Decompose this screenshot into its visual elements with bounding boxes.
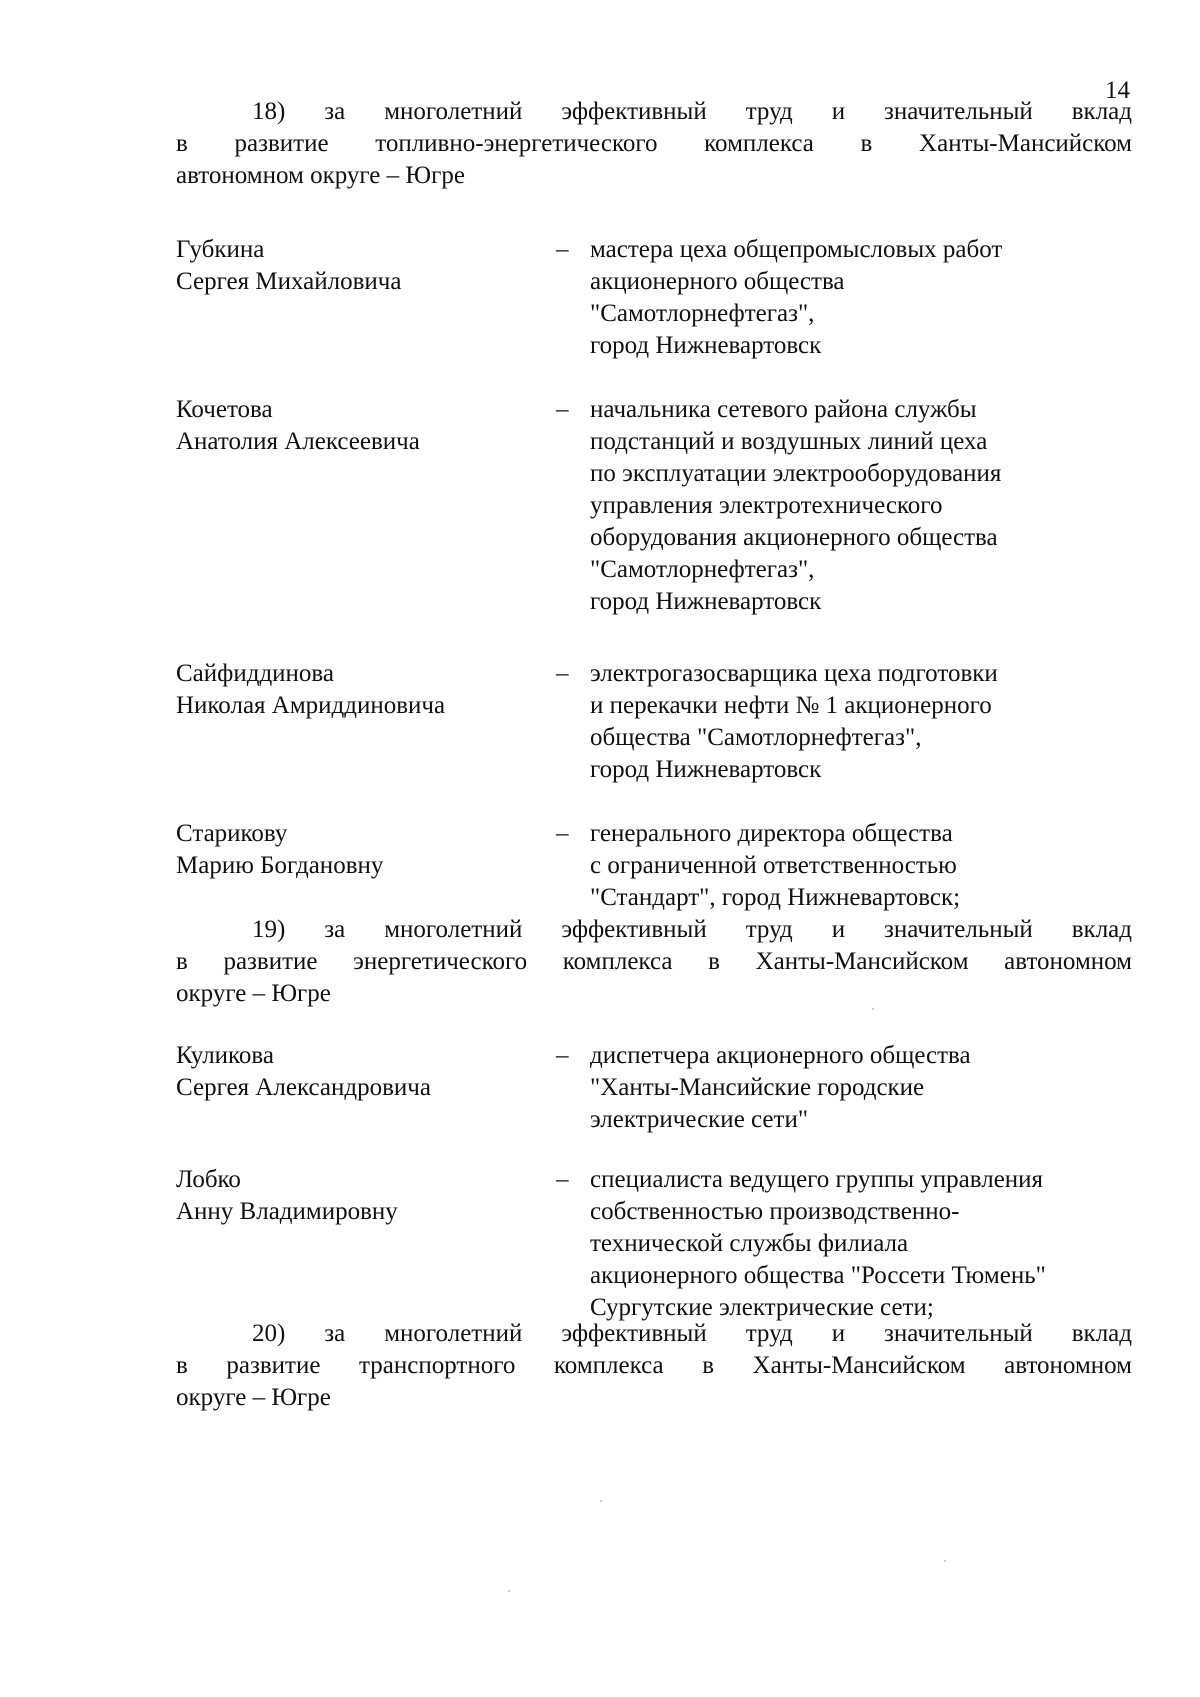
position-line: общества "Самотлорнефтегаз", (590, 724, 922, 751)
position-line: генерального директора общества (590, 820, 953, 847)
scan-speck (600, 1500, 602, 1502)
position-line: "Самотлорнефтегаз", (590, 300, 815, 327)
recipient-position (590, 1164, 1150, 1324)
recipient-name (176, 1164, 516, 1228)
entry-dash: – (556, 660, 569, 687)
position-line: город Нижневартовск (590, 588, 822, 615)
section-heading-line: округе – Югре (176, 1384, 331, 1411)
section-18-heading (176, 96, 1132, 192)
entry-dash: – (556, 396, 569, 423)
position-line: управления электротехнического (590, 492, 943, 519)
section-heading-line: в развитие транспортного комплекса в Ханты-Мансийском автономном (176, 1352, 1132, 1379)
position-line: и перекачки нефти № 1 акционерного (590, 692, 992, 719)
recipient-name (176, 818, 516, 882)
entry-dash: – (556, 1042, 569, 1069)
recipient-surname: Куликова (176, 1042, 274, 1069)
recipient-given-names: Марию Богдановну (176, 852, 384, 879)
page-number: 14 (1105, 77, 1130, 104)
position-line: подстанций и воздушных линий цеха (590, 428, 988, 455)
position-line: мастера цеха общепромысловых работ (590, 236, 1003, 263)
position-line: город Нижневартовск (590, 756, 822, 783)
position-line: "Самотлорнефтегаз", (590, 556, 815, 583)
recipient-name (176, 658, 516, 722)
recipient-given-names: Сергея Александровича (176, 1074, 431, 1101)
section-heading-line: в развитие топливно-энергетического комплекса в Ханты-Мансийском (176, 130, 1132, 157)
section-19-heading (176, 914, 1132, 1010)
position-line: Сургутские электрические сети; (590, 1294, 934, 1321)
position-line: электрогазосварщика цеха подготовки (590, 660, 998, 687)
recipient-given-names: Николая Амриддиновича (176, 692, 446, 719)
section-heading-line: 20) за многолетний эффективный труд и значительный вклад (252, 1320, 1132, 1347)
recipient-surname: Сайфиддинова (176, 660, 334, 687)
position-line: акционерного общества "Россети Тюмень" (590, 1262, 1046, 1289)
position-line: с ограниченной ответственностью (590, 852, 957, 879)
entry-dash: – (556, 236, 569, 263)
recipient-name (176, 1040, 516, 1104)
section-heading-line: 19) за многолетний эффективный труд и значительный вклад (252, 916, 1132, 943)
scan-speck (944, 1560, 946, 1562)
recipient-position (590, 394, 1150, 618)
position-line: электрические сети" (590, 1106, 809, 1133)
section-heading-line: округе – Югре (176, 980, 331, 1007)
position-line: оборудования акционерного общества (590, 524, 998, 551)
position-line: город Нижневартовск (590, 332, 822, 359)
entry-dash: – (556, 1166, 569, 1193)
recipient-surname: Лобко (176, 1166, 241, 1193)
position-line: акционерного общества (590, 268, 845, 295)
recipient-surname: Старикову (176, 820, 288, 847)
recipient-name (176, 394, 516, 458)
recipient-given-names: Анну Владимировну (176, 1198, 398, 1225)
recipient-name (176, 234, 516, 298)
recipient-given-names: Анатолия Алексеевича (176, 428, 420, 455)
recipient-surname: Кочетова (176, 396, 273, 423)
position-line: "Стандарт", город Нижневартовск; (590, 884, 961, 911)
section-heading-line: автономном округе – Югре (176, 162, 465, 189)
scan-speck (508, 1590, 510, 1592)
section-heading-line: в развитие энергетического комплекса в Ханты-Мансийском автономном (176, 948, 1132, 975)
position-line: диспетчера акционерного общества (590, 1042, 971, 1069)
recipient-given-names: Сергея Михайловича (176, 268, 402, 295)
recipient-position (590, 234, 1150, 362)
recipient-surname: Губкина (176, 236, 265, 263)
position-line: "Ханты-Мансийские городские (590, 1074, 925, 1101)
position-line: по эксплуатации электрооборудования (590, 460, 1002, 487)
position-line: специалиста ведущего группы управления (590, 1166, 1044, 1193)
position-line: технической службы филиала (590, 1230, 909, 1257)
recipient-position (590, 1040, 1150, 1136)
section-heading-line: 18) за многолетний эффективный труд и значительный вклад (252, 98, 1132, 125)
entry-dash: – (556, 820, 569, 847)
section-20-heading (176, 1318, 1132, 1414)
recipient-position (590, 658, 1150, 786)
recipient-position (590, 818, 1150, 914)
scan-speck (872, 1008, 874, 1010)
position-line: начальника сетевого района службы (590, 396, 977, 423)
position-line: собственностью производственно- (590, 1198, 960, 1225)
